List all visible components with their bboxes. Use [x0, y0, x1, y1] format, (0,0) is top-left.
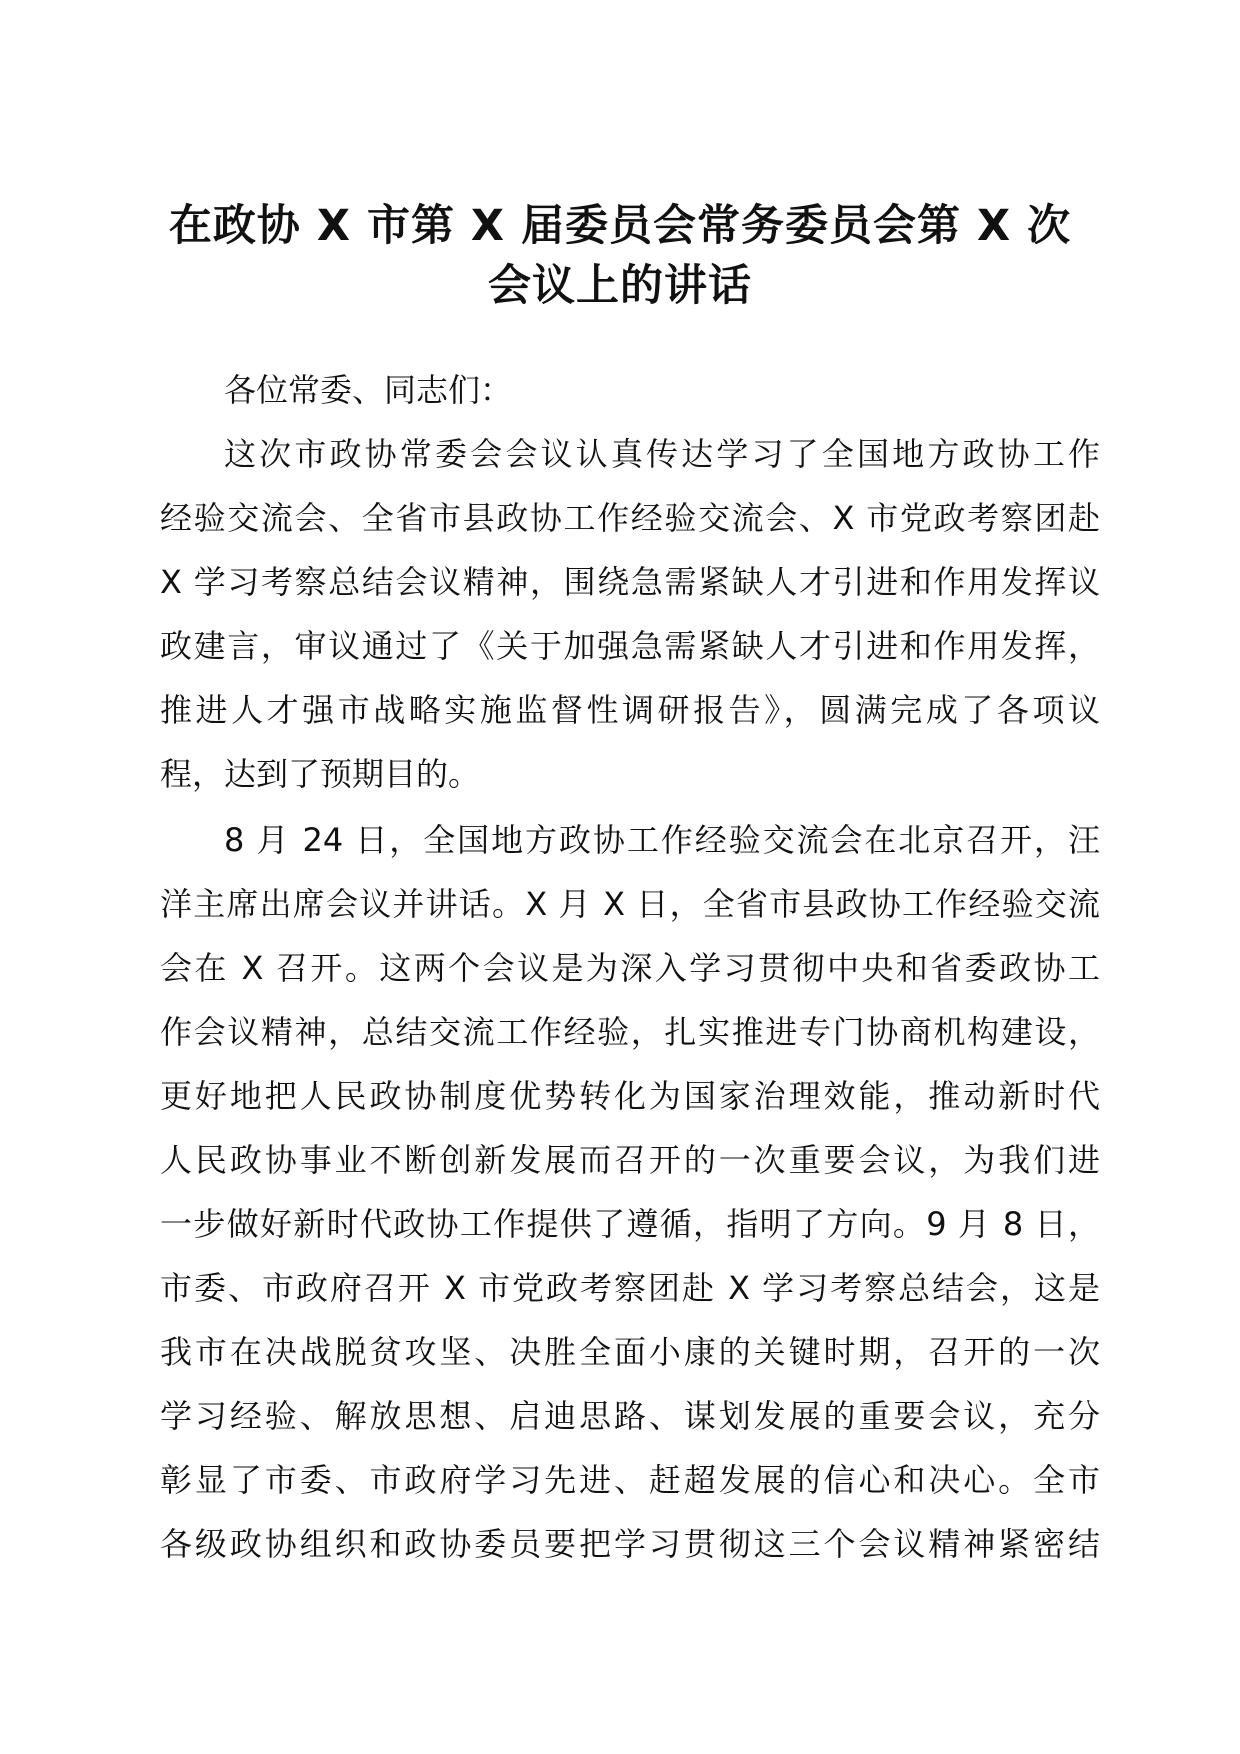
greeting-text: 各位常委、同志们： [224, 371, 513, 409]
paragraph-1 [160, 422, 1100, 806]
paragraph-line: 我市在决战脱贫攻坚、决胜全面小康的关键时期，召开的一次 [160, 1333, 1100, 1371]
paragraph-line: 彰显了市委、市政府学习先进、赶超发展的信心和决心。全市 [160, 1461, 1100, 1499]
paragraph-line: 政建言，审议通过了《关于加强急需紧缺人才引进和作用发挥， [160, 627, 1100, 665]
title-line-1: 在政协 X 市第 X 届委员会常务委员会第 X 次 [168, 201, 1072, 251]
paragraph-line: X 学习考察总结会议精神，围绕急需紧缺人才引进和作用发挥议 [160, 563, 1100, 601]
paragraph-line: 这次市政协常委会会议认真传达学习了全国地方政协工作 [224, 435, 1100, 473]
paragraph-2 [160, 808, 1100, 1576]
paragraph-line: 会在 X 召开。这两个会议是为深入学习贯彻中央和省委政协工 [160, 949, 1100, 987]
paragraph-line: 经验交流会、全省市县政协工作经验交流会、X 市党政考察团赴 [160, 499, 1100, 537]
paragraph-line: 一步做好新时代政协工作提供了遵循，指明了方向。9 月 8 日， [160, 1205, 1100, 1243]
paragraph-line: 作会议精神，总结交流工作经验，扎实推进专门协商机构建设， [160, 1013, 1100, 1051]
paragraph-line: 洋主席出席会议并讲话。X 月 X 日，全省市县政协工作经验交流 [160, 885, 1100, 923]
paragraph-line: 推进人才强市战略实施监督性调研报告》，圆满完成了各项议 [160, 691, 1100, 729]
title-line-2: 会议上的讲话 [488, 261, 752, 311]
document-title [150, 196, 1090, 316]
paragraph-line: 学习经验、解放思想、启迪思路、谋划发展的重要会议，充分 [160, 1397, 1100, 1435]
paragraph-line: 8 月 24 日，全国地方政协工作经验交流会在北京召开，汪 [224, 821, 1100, 859]
paragraph-line: 人民政协事业不断创新发展而召开的一次重要会议，为我们进 [160, 1141, 1100, 1179]
paragraph-line: 更好地把人民政协制度优势转化为国家治理效能，推动新时代 [160, 1077, 1100, 1115]
paragraph-line: 程，达到了预期目的。 [160, 755, 481, 793]
paragraph-line: 市委、市政府召开 X 市党政考察团赴 X 学习考察总结会，这是 [160, 1269, 1100, 1307]
paragraph-line: 各级政协组织和政协委员要把学习贯彻这三个会议精神紧密结 [160, 1525, 1100, 1563]
greeting [160, 358, 1100, 422]
